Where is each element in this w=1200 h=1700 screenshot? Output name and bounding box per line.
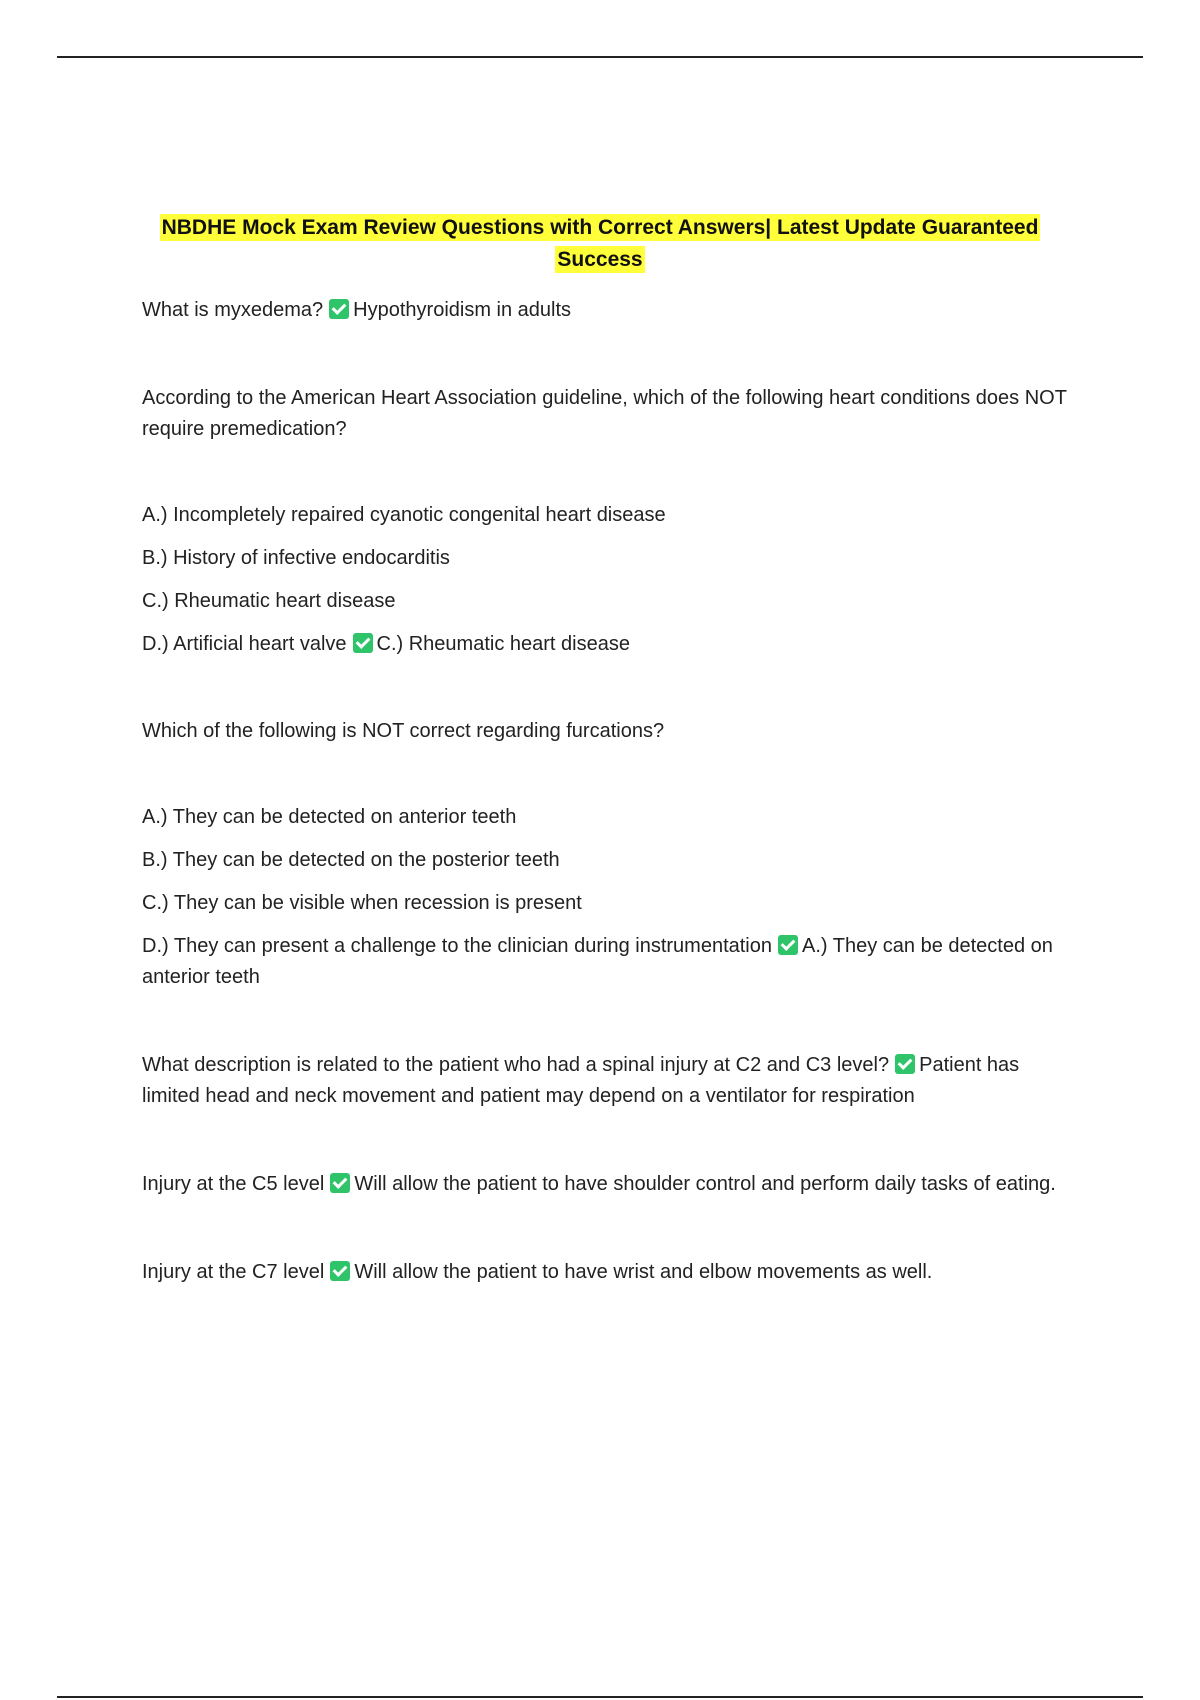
qa-item-myxedema xyxy=(142,295,1072,326)
qa-item-c5 xyxy=(142,1169,1072,1200)
question-text: According to the American Heart Association guideline, which of the following heart conditions does NOT require premedication? xyxy=(142,387,1067,440)
question-text: What description is related to the patient who had a spinal injury at C2 and C3 level? xyxy=(142,1054,890,1076)
option-b: B.) History of infective endocarditis xyxy=(142,547,450,569)
answer-text: Will allow the patient to have shoulder control and perform daily tasks of eating. xyxy=(354,1173,1056,1195)
qa-item-c7 xyxy=(142,1257,1072,1288)
option-a: A.) They can be detected on anterior teeth xyxy=(142,806,517,828)
question-text: What is myxedema? xyxy=(142,299,324,321)
document-title xyxy=(130,212,1070,276)
answer-text: Will allow the patient to have wrist and elbow movements as well. xyxy=(354,1261,933,1283)
answer-text: C.) Rheumatic heart disease xyxy=(376,633,630,655)
qa-content xyxy=(142,295,1072,1288)
answer-text: A.) They can be detected on anterior teeth xyxy=(142,935,1053,988)
check-mark-icon xyxy=(778,935,798,955)
option-c: C.) Rheumatic heart disease xyxy=(142,590,396,612)
check-mark-icon xyxy=(353,633,373,653)
bottom-rule xyxy=(57,1696,1143,1698)
qa-item-spinal-c2-c3 xyxy=(142,1050,1072,1112)
option-d: D.) They can present a challenge to the clinician during instrumentation xyxy=(142,935,772,957)
option-d-with-answer xyxy=(142,629,1072,660)
title-line-2: Success xyxy=(557,248,643,271)
option-c: C.) They can be visible when recession is present xyxy=(142,892,582,914)
title-line-1: NBDHE Mock Exam Review Questions with Correct Answers| Latest Update Guaranteed xyxy=(161,216,1039,239)
answer-text: Patient has limited head and neck movement and patient may depend on a ventilator for respiration xyxy=(142,1054,1020,1107)
question-text: Which of the following is NOT correct regarding furcations? xyxy=(142,720,665,742)
check-mark-icon xyxy=(330,1261,350,1281)
check-mark-icon xyxy=(329,299,349,319)
question-text: Injury at the C5 level xyxy=(142,1173,325,1195)
question-text: Injury at the C7 level xyxy=(142,1261,325,1283)
option-a: A.) Incompletely repaired cyanotic congenital heart disease xyxy=(142,504,666,526)
option-d: D.) Artificial heart valve xyxy=(142,633,347,655)
top-rule xyxy=(57,56,1143,58)
check-mark-icon xyxy=(330,1173,350,1193)
check-mark-icon xyxy=(895,1054,915,1074)
answer-text: Hypothyroidism in adults xyxy=(353,299,572,321)
option-b: B.) They can be detected on the posterior teeth xyxy=(142,849,560,871)
option-d-with-answer xyxy=(142,931,1072,993)
